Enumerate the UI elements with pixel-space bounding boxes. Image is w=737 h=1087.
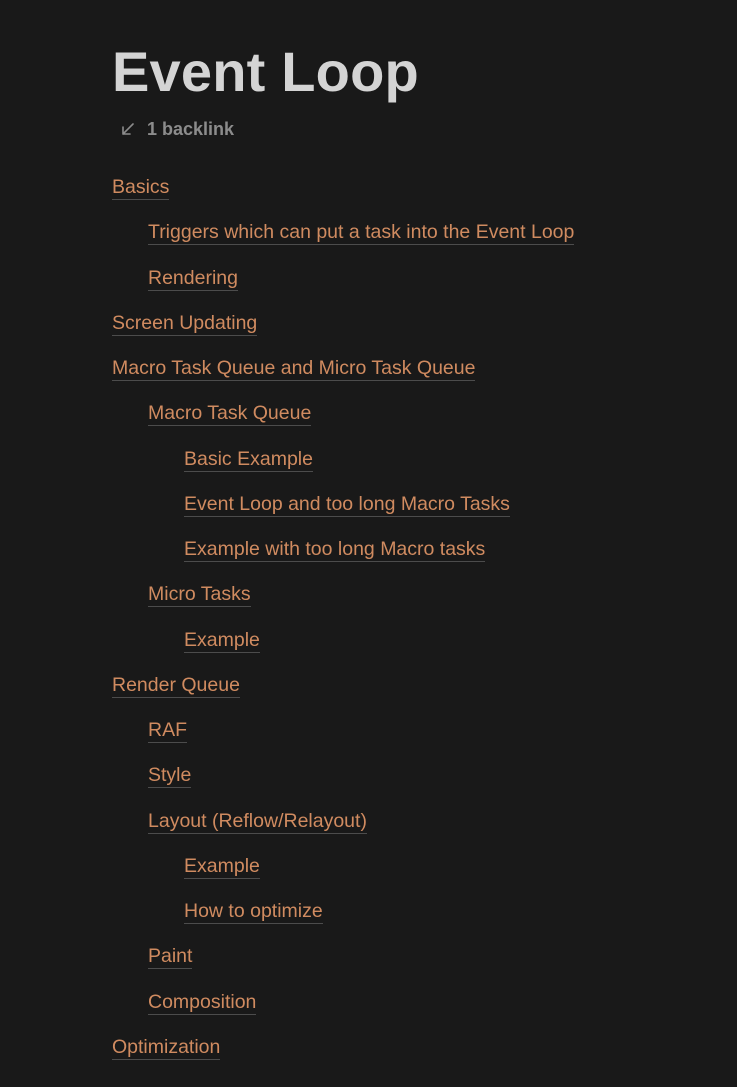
toc-item bbox=[148, 398, 311, 428]
toc-link[interactable]: Basic Example bbox=[184, 448, 313, 470]
toc-item bbox=[148, 263, 238, 293]
toc-link[interactable]: RAF bbox=[148, 719, 187, 741]
toc-item bbox=[112, 670, 240, 700]
toc-link[interactable]: Event Loop and too long Macro Tasks bbox=[184, 493, 510, 515]
toc-item bbox=[148, 987, 256, 1017]
backlinks-button[interactable] bbox=[119, 117, 234, 141]
backlinks-label: 1 backlink bbox=[147, 118, 235, 139]
toc-link[interactable]: Paint bbox=[148, 945, 193, 967]
toc-link[interactable]: Triggers which can put a task into the Event Loop bbox=[148, 221, 575, 243]
toc-link[interactable]: Macro Task Queue bbox=[148, 402, 312, 424]
toc-item bbox=[184, 896, 323, 926]
toc-link[interactable]: Screen Updating bbox=[112, 312, 258, 334]
toc-link[interactable]: Layout (Reflow/Relayout) bbox=[148, 810, 367, 832]
toc-link[interactable]: Example bbox=[184, 855, 260, 877]
toc-item bbox=[184, 534, 485, 564]
toc-item bbox=[148, 760, 191, 790]
toc-link[interactable]: Basics bbox=[112, 176, 170, 198]
toc-item bbox=[148, 715, 187, 745]
toc-link[interactable]: Render Queue bbox=[112, 674, 240, 696]
toc-link[interactable]: Composition bbox=[148, 991, 257, 1013]
toc-link[interactable]: Macro Task Queue and Micro Task Queue bbox=[112, 357, 476, 379]
toc-item bbox=[148, 806, 367, 836]
toc-item bbox=[184, 625, 260, 655]
toc-item bbox=[184, 444, 313, 474]
toc-item bbox=[184, 489, 510, 519]
arrow-down-left-icon bbox=[119, 120, 137, 138]
toc-item bbox=[148, 217, 574, 247]
page-title: Event Loop bbox=[112, 40, 419, 103]
toc-item bbox=[112, 1032, 220, 1062]
toc-item bbox=[148, 941, 192, 971]
toc-item bbox=[112, 308, 257, 338]
toc-link[interactable]: Rendering bbox=[148, 267, 238, 289]
toc-link[interactable]: How to optimize bbox=[184, 900, 323, 922]
toc-link[interactable]: Micro Tasks bbox=[148, 583, 251, 605]
toc-item bbox=[112, 353, 475, 383]
toc-item bbox=[184, 851, 260, 881]
toc-item bbox=[112, 172, 169, 202]
toc-link[interactable]: Example with too long Macro tasks bbox=[184, 538, 486, 560]
toc-link[interactable]: Optimization bbox=[112, 1036, 221, 1058]
toc-item bbox=[148, 579, 251, 609]
toc-link[interactable]: Style bbox=[148, 764, 192, 786]
toc-link[interactable]: Example bbox=[184, 629, 260, 651]
